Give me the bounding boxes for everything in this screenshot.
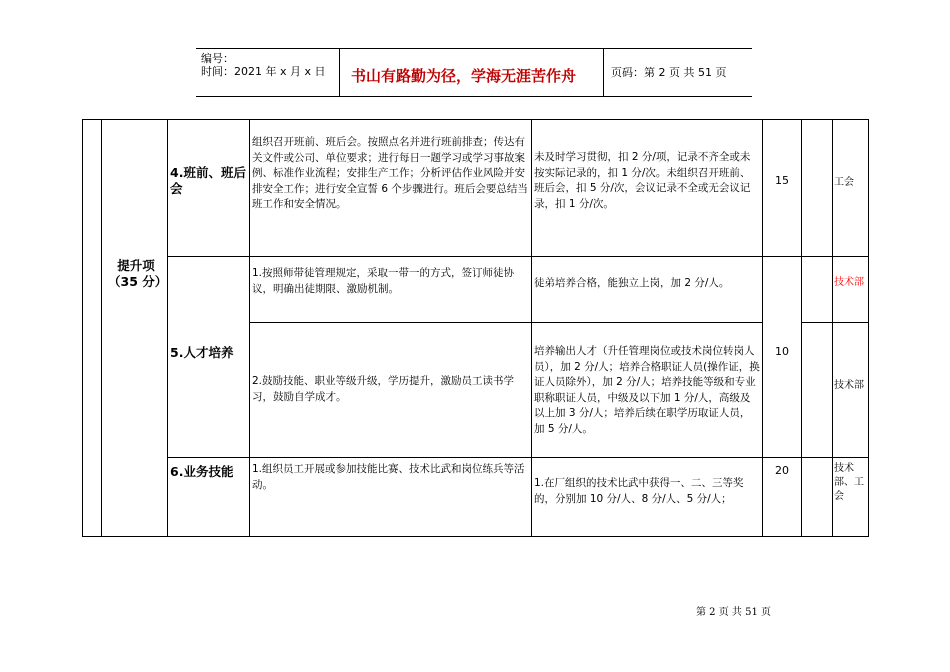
blank-cell-row3 (801, 457, 833, 537)
content-text: 1.组织员工开展或参加技能比赛、技术比武和岗位练兵等活动。 (252, 463, 525, 491)
score-value: 10 (775, 345, 789, 358)
header-divider-left (339, 48, 340, 96)
score-value: 20 (775, 464, 789, 477)
header-page-number: 页码：第 2 页 共 51 页 (611, 66, 727, 79)
header-top-rule (196, 48, 752, 49)
dept-text: 工会 (834, 177, 854, 188)
item-label: 5.人才培养 (170, 345, 234, 360)
header-bottom-rule (196, 96, 752, 97)
item-label: 6.业务技能 (170, 464, 234, 479)
standard-text: 徒弟培养合格，能独立上岗，加 2 分/人。 (534, 277, 730, 289)
header-divider-right (603, 48, 604, 96)
dept-text-highlight: 技术部 (834, 277, 864, 288)
dept-text: 技术部 (834, 380, 864, 391)
dept-text: 技术部、工会 (834, 463, 864, 502)
item-label: 4.班前、班后会 (170, 165, 246, 196)
blank-cell-row2b (801, 322, 833, 458)
standard-text: 未及时学习贯彻，扣 2 分/项，记录不齐全或未按实际记录的，扣 1 分/次。未组织召开班前、班后会，扣 5 分/次，会议记录不全或无会议记录，扣 1 分/次。 (534, 151, 751, 210)
category-column (101, 119, 168, 537)
content-text: 2.鼓励技能、职业等级升级，学历提升，激励员工读书学习，鼓励自学成才。 (252, 375, 515, 403)
document-number: 编号： (201, 52, 234, 65)
table-margin-column (82, 119, 102, 537)
page-footer: 第 2 页 共 51 页 (696, 607, 771, 618)
blank-cell-row1 (801, 119, 833, 257)
category-label: 提升项（35 分） (108, 258, 168, 289)
content-text: 1.按照师带徒管理规定，采取一带一的方式，签订师徒协议，明确出徒期限、激励机制。 (252, 267, 515, 295)
blank-cell-row2a (801, 256, 833, 323)
content-text: 组织召开班前、班后会。按照点名并进行班前排查；传达有关文件或公司、单位要求；进行每日一题学习或学习事故案例、标准作业流程；安排生产工作；分析评估作业风险并安排安全工作；进行安全宣誓 6 个步骤进行。班后会要总结当班工作和安全情况。 (252, 136, 528, 210)
standard-text: 培养输出人才（升任管理岗位或技术岗位转岗人员），加 2 分/人；培养合格职证人员(操作证，换证人员除外），加 2 分/人；培养技能等级和专业职称职证人员，中级及以下加 1 分/人，高级及以上加 3 分/人；培养后续在职学历取证人员，加 5 分/人。 (534, 345, 760, 435)
score-value: 15 (775, 174, 789, 187)
header-motto: 书山有路勤为径，学海无涯苦作舟 (351, 67, 577, 85)
document-date: 时间：2021 年 x 月 x 日 (201, 65, 326, 78)
standard-text: 1.在厂组织的技术比武中获得一、二、三等奖的，分别加 10 分/人、8 分/人、5 分/人； (534, 477, 744, 505)
